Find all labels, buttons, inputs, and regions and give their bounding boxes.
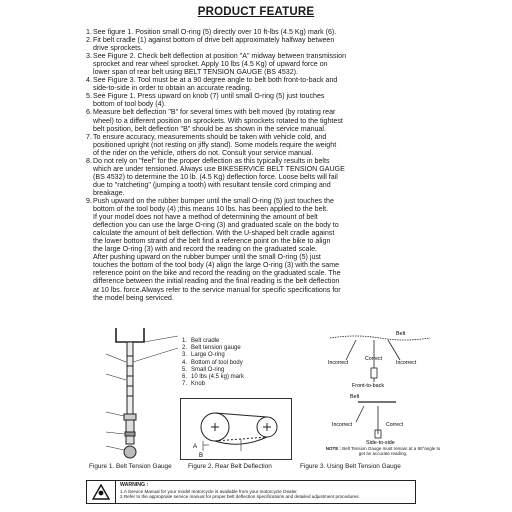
step-line: positioned upright (not resting on jiffy stand). Some models require the weight bbox=[93, 140, 337, 149]
step-number: 9. bbox=[86, 196, 92, 205]
legend-label: Belt cradle bbox=[191, 338, 220, 344]
step-item bbox=[86, 52, 416, 76]
step-line: See Figure 3. Tool must be at a 90 degree angle to belt both front-to-back and bbox=[93, 76, 338, 85]
step-line: Do not rely on "feel" for the proper deflection as this typically results in belts bbox=[93, 156, 330, 165]
step-text bbox=[93, 133, 416, 157]
label-b: B bbox=[199, 453, 204, 459]
step-line: See figure 1. Position small O-ring (5) directly over 10 ft-lbs (4.5 Kg) mark (6). bbox=[93, 28, 337, 36]
step-number: 8. bbox=[86, 156, 92, 165]
legend-item bbox=[182, 345, 282, 352]
page-title: PRODUCT FEATURE bbox=[197, 6, 315, 18]
step-text bbox=[93, 36, 416, 52]
step-text bbox=[93, 197, 416, 302]
front-to-back-label: Front-to-back bbox=[352, 383, 385, 389]
step-item bbox=[86, 28, 416, 36]
legend-label: Knob bbox=[191, 381, 206, 388]
belt-tension-gauge-drawing bbox=[86, 322, 186, 462]
step-line: at 10 lbs. force.Always refer to the service manual for specific specifications for bbox=[93, 285, 341, 294]
step-line: which are under tensioned. Always use BIKESERVICE BELT TENSION GAUGE bbox=[93, 164, 345, 173]
step-text bbox=[93, 108, 416, 132]
legend-item bbox=[182, 338, 282, 345]
fig2-caption: Figure 2. Rear Belt Deflection bbox=[188, 463, 272, 470]
legend-item bbox=[182, 352, 282, 359]
legend-label: Small O-ring bbox=[191, 366, 225, 373]
step-line: bottom of tool body (4). bbox=[93, 100, 166, 109]
legend-label: Large O-ring bbox=[191, 352, 225, 359]
step-text bbox=[93, 157, 416, 197]
step-line: Measure belt deflection "B" for several times with belt moved (by rotating rear bbox=[93, 108, 336, 117]
fig3-note bbox=[324, 446, 442, 457]
warning-line-1: 1.A Service Manual for your model motorcycle is available from your motorcycle Dealer. bbox=[120, 488, 298, 494]
step-text bbox=[93, 92, 416, 108]
warning-title: WARNING : bbox=[120, 482, 149, 488]
step-line: deflection you can use the large O-ring (3) and graduated scale on the body to bbox=[93, 221, 339, 230]
step-item bbox=[86, 197, 416, 302]
side-to-side-label: Side-to-side bbox=[366, 440, 395, 446]
incorrect-right-label: Incorrect bbox=[396, 360, 417, 366]
step-line: due to "ratcheting" (jumping a tooth) with resultant tensile cord crimping and bbox=[93, 180, 331, 189]
step-item bbox=[86, 92, 416, 108]
step-number: 3. bbox=[86, 52, 92, 61]
step-line: the large O-ring (3) with and record the reading on the graduated scale. bbox=[93, 245, 317, 254]
step-line: breakage. bbox=[93, 188, 125, 197]
correct-bottom-label: Correct bbox=[386, 422, 404, 428]
step-line: lower span of rear belt using BELT TENSION GAUGE (BS 4532). bbox=[93, 68, 299, 77]
legend-number: 1. bbox=[182, 338, 188, 344]
step-line: the model being serviced. bbox=[93, 293, 174, 302]
note-label: NOTE : bbox=[325, 446, 341, 451]
step-line: If your model does not have a method of determining the amount of belt bbox=[93, 213, 318, 222]
warning-line-2: 2.Refer to the appropriate service manual for proper belt deflection specifications and detailed adjustment procedures. bbox=[120, 494, 360, 500]
incorrect-bottom-label: Incorrect bbox=[332, 422, 353, 428]
step-line: touches the bottom of the tool body (4) align the large O-ring (3) with the same bbox=[93, 261, 340, 270]
step-number: 4. bbox=[86, 76, 92, 85]
gauge-parts-legend bbox=[182, 338, 282, 388]
legend-label: Bottom of tool body bbox=[191, 359, 243, 366]
step-text bbox=[93, 52, 416, 76]
instruction-steps bbox=[86, 28, 416, 302]
rear-belt-deflection-figure bbox=[180, 398, 292, 460]
step-line: See Figure 1. Press upward on knob (7) until small O-ring (5) just touches bbox=[93, 92, 325, 101]
step-line: Fit belt cradle (1) against bottom of drive belt approximately halfway between bbox=[93, 36, 335, 45]
fig1-caption: Figure 1. Belt Tension Gauge bbox=[89, 463, 172, 470]
step-item bbox=[86, 157, 416, 197]
step-line: wheel) to a different position on sprockets. With sprockets rotated to the tightest bbox=[93, 116, 343, 125]
correct-top-label: Correct bbox=[365, 356, 383, 362]
incorrect-left-label: Incorrect bbox=[328, 360, 349, 366]
step-item bbox=[86, 76, 416, 92]
step-text bbox=[93, 76, 416, 92]
belt-label-mid: Belt bbox=[350, 394, 360, 400]
step-line: After pushing upward on the rubber bumper until the small O-ring (5) just bbox=[93, 253, 321, 262]
legend-item bbox=[182, 381, 282, 388]
belt-label-top: Belt bbox=[396, 331, 406, 337]
step-line: To ensure accuracy, measurements should be taken with vehicle cold, and bbox=[93, 132, 327, 141]
legend-item bbox=[182, 374, 282, 381]
legend-item bbox=[182, 367, 282, 374]
legend-number: 5. bbox=[182, 366, 188, 373]
label-a: A bbox=[193, 444, 198, 450]
legend-number: 7. bbox=[182, 381, 188, 388]
step-line: calculate the amount of belt deflection. With the U-shaped belt cradle against bbox=[93, 229, 335, 238]
step-line: reference point on the bike and record the reading on the graduated scale. The bbox=[93, 269, 341, 278]
step-line: belt position, belt deflection "B" should be as shown in the service manual. bbox=[93, 124, 326, 133]
step-number: 6. bbox=[86, 108, 92, 117]
warning-box bbox=[86, 480, 416, 504]
step-line: bottom of the tool body (4) ;this means 10 lbs. has been applied to the belt. bbox=[93, 205, 329, 214]
step-line: sprocket and rear wheel sprocket. Apply 10 lbs (4.5 Kg) of upward force on bbox=[93, 60, 328, 69]
step-number: 5. bbox=[86, 92, 92, 101]
warning-icon-box bbox=[87, 481, 116, 503]
warning-triangle-icon bbox=[92, 484, 110, 500]
legend-number: 4. bbox=[182, 359, 188, 366]
step-number: 1. bbox=[86, 28, 92, 36]
legend-number: 2. bbox=[182, 345, 188, 352]
step-number: 7. bbox=[86, 132, 92, 141]
legend-number: 6. bbox=[182, 374, 188, 381]
note-text: Belt Tension Gauge must remain at a 90°angle to get an accurate reading. bbox=[342, 446, 441, 457]
step-item bbox=[86, 133, 416, 157]
gauge-angle-drawing bbox=[326, 330, 434, 460]
step-text bbox=[93, 28, 416, 36]
step-line: the lower bottom strand of the belt find a reference point on the bike to align bbox=[93, 237, 331, 246]
legend-item bbox=[182, 360, 282, 367]
step-item bbox=[86, 108, 416, 132]
step-line: drive sprockets. bbox=[93, 44, 143, 53]
legend-number: 3. bbox=[182, 352, 188, 359]
step-line: of the rider on the vehicle, others do not. Consult your service manual. bbox=[93, 148, 314, 157]
rear-belt-deflection-drawing bbox=[181, 399, 291, 459]
step-item bbox=[86, 36, 416, 52]
warning-body bbox=[116, 481, 364, 503]
legend-label: 10 lbs (4.5 kg) mark bbox=[191, 374, 245, 381]
step-line: difference between the initial reading and the final reading is the belt deflection bbox=[93, 277, 340, 286]
legend-label: Belt tension gauge bbox=[191, 345, 241, 352]
fig3-caption: Figure 3. Using Belt Tension Gauge bbox=[300, 463, 401, 470]
step-line: (BS 4532) to determine the 10 lb. (4.5 Kg) deflection force. Loose belts will fail bbox=[93, 172, 338, 181]
step-line: See Figure 2. Check belt deflection at position "A" midway between transmission bbox=[93, 52, 347, 61]
step-line: side-to-side in order to obtain an accurate reading. bbox=[93, 84, 252, 93]
step-number: 2. bbox=[86, 36, 92, 45]
step-line: Push upward on the rubber bumper until the small O-ring (5) just touches the bbox=[93, 196, 334, 205]
